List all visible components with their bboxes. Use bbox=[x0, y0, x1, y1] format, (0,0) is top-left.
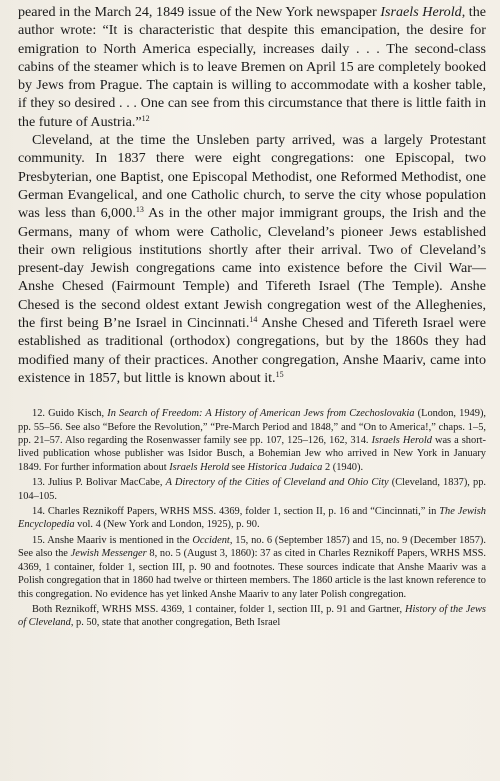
footnote-13: 13. Julius P. Bolivar MacCabe, A Directory of the Cities of Cleveland and Ohio City (Cleveland, 1837), pp. 104–105. bbox=[18, 477, 486, 502]
footnote-15-continued: Both Reznikoff, WRHS MSS. 4369, 1 container, folder 1, section III, p. 91 and Gartner, History of the Jews of Cleveland, p. 50, state that another congregation, Beth Israel bbox=[18, 603, 486, 629]
paragraph-2: Cleveland, at the time the Unsleben party arrived, was a largely Protestant community. In 1837 there were eight congregations: one Episcopal, two Presbyterian, one Baptist, one Episcopal Methodist, one Reformed Methodist, one German Evangelical, and one Catholic church, to serve the city whose population was less than 6,000.13 As in the other major immigrant groups, the Irish and the Germans, many of whom were Catholic, Cleveland’s pioneer Jews established their own religious institutions shortly after their arrival. Two of Cleveland’s present-day Jewish congregations came into existence before the Civil War—Anshe Chesed (Fairmount Temple) and Tifereth Israel (The Temple). Anshe Chesed is the second oldest extant Jewish congregation west of the Alleghenies, the first being B’ne Israel in Cincinnati.$^{14}$ Anshe Chesed and Tifereth Israel were established as traditional (orthodox) congregations, but by the 1860s they had modified many of their practices. Another congregation, Anshe Maariv, came into existence in 1857, but little is known about it.$^{15}$ bbox=[18, 132, 486, 386]
footnote-15: 15. Anshe Maariv is mentioned in the Occident, 15, no. 6 (September 1857) and 15, no. 9 (December 1857). See also the Jewish Messenger 8, no. 5 (August 3, 1860): 37 as cited in Charles Reznikoff Papers, WRHS MSS. 4369, 1 container, folder 1, section III, p. 90 and footnotes. These sources indicate that Anshe Maariv was a Polish congregation that in 1860 had twelve or thirteen members. The 1860 article is the last known reference to this congregation. No evidence has yet linked Anshe Maariv to any later Polish congregation. bbox=[18, 534, 486, 600]
footnote-12: 12. Guido Kisch, In Search of Freedom: A History of American Jews from Czechoslovakia (London, 1949), pp. 55–56. See also “Before the Revolution,” “Pre-March Period and 1848,” and “On to America!,” chaps. 1–5, pp. 21–57. Also regarding the Rosenwasser family see pp. 107, 125–126, 162, 314. Israels Herold was a short-lived publication whose publisher was Isidor Busch, a Bohemian Jew who arrived in New York in January 1849. For further information about Israels Herold see Historica Judaica 2 (1940). bbox=[18, 408, 486, 473]
footnote-14: 14. Charles Reznikoff Papers, WRHS MSS. 4369, folder 1, section II, p. 16 and “Cincinnati,” in The Jewish Encyclopedia vol. 4 (New York and London, 1925), p. 90. bbox=[18, 506, 486, 531]
paragraph-1: peared in the March 24, 1849 issue of the New York newspaper Israels Herold, the author wrote: “It is characteristic that despite this emancipation, the desire for emigration to North America especially, increases daily . . . The second-class cabins of the steamer which is to leave Bremen on April 15 are completely booked by Jews from Prague. The captain is willing to accommodate with a kosher table, if they so desired . . . One can see from this circumstance that there is little faith in the future of Austria.”$^{12}$ bbox=[18, 4, 487, 130]
main-text bbox=[18, 3, 486, 387]
footnotes bbox=[18, 407, 486, 630]
